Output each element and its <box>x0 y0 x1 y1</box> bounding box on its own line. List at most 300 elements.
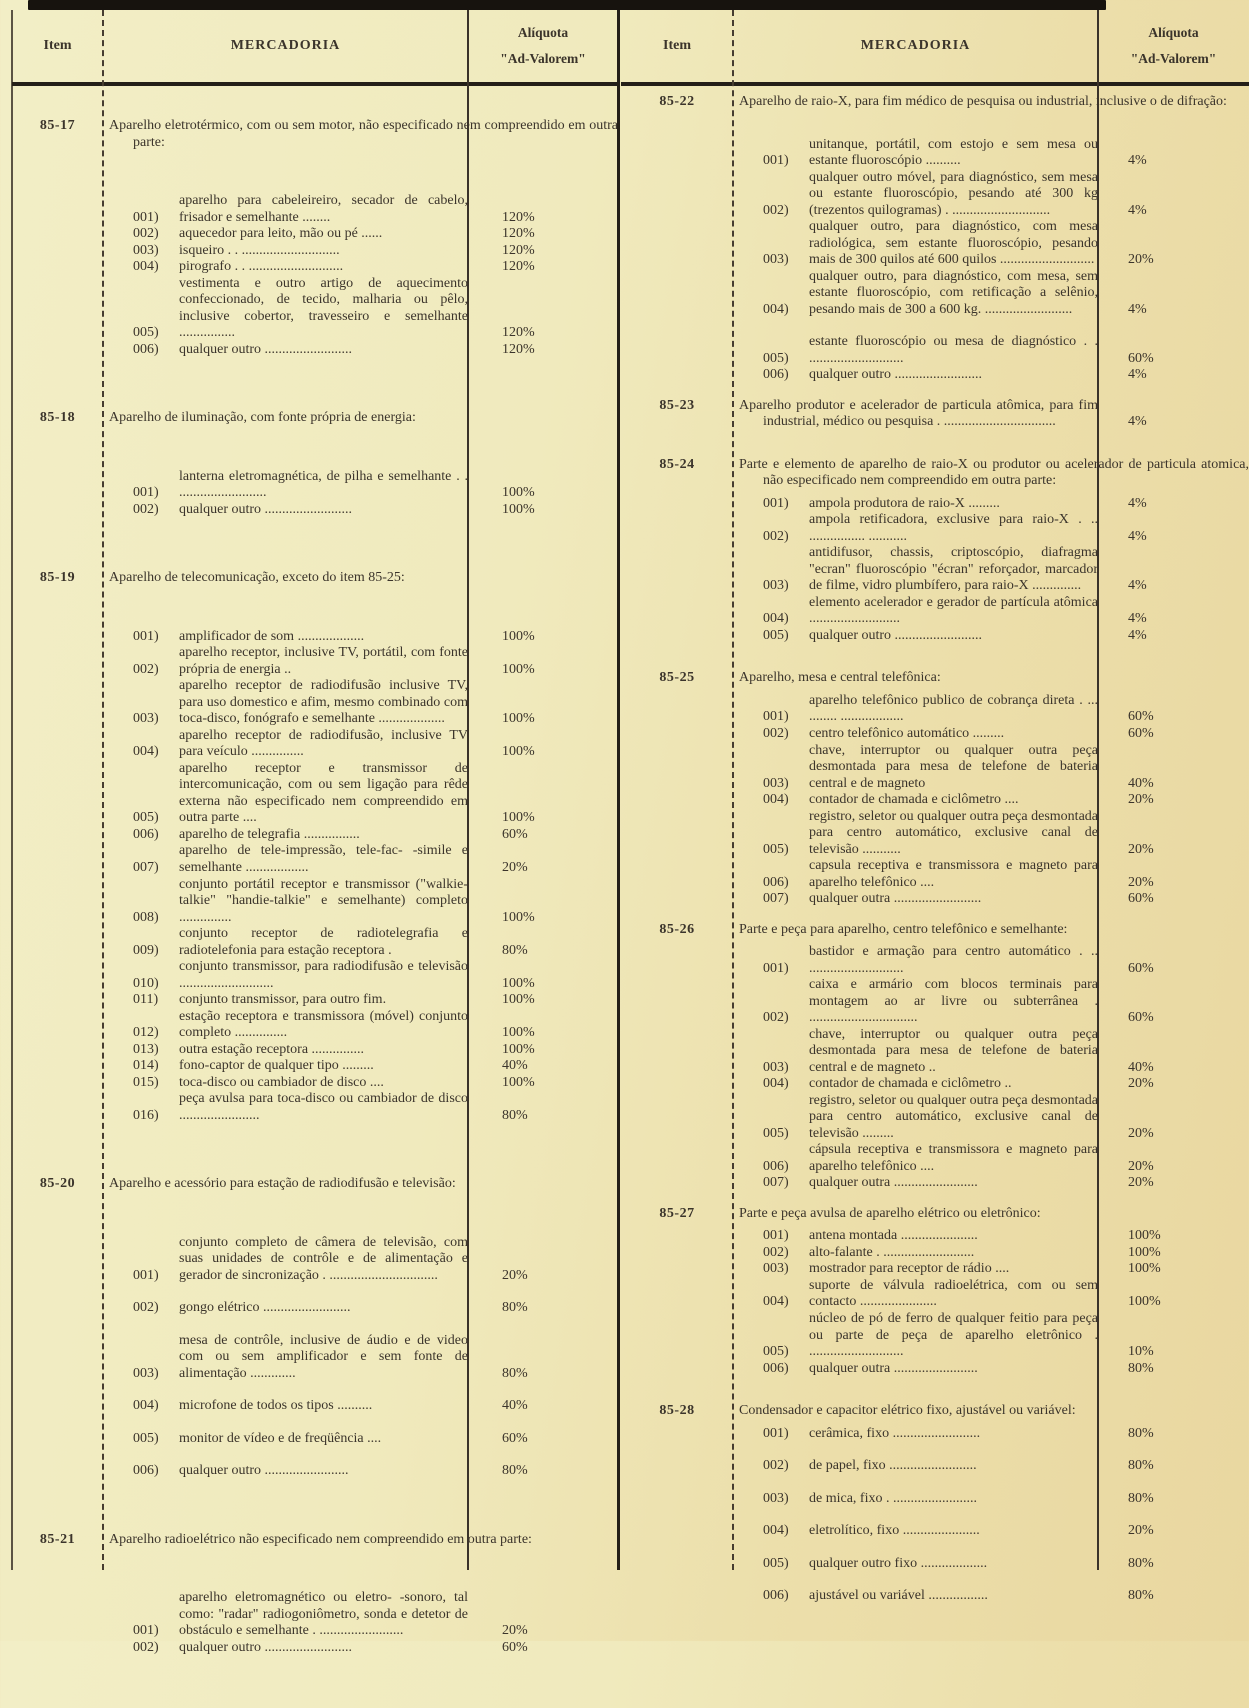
subitem-rate: 60% <box>502 826 528 842</box>
subitem-number: 004) <box>763 1294 789 1310</box>
subitem-row <box>733 367 1249 384</box>
subitem-rate: 20% <box>502 1623 528 1639</box>
subitem-row <box>103 469 618 502</box>
subitem-row <box>103 1009 618 1042</box>
subitem-text: aparelho de telegrafia ................ <box>179 826 360 842</box>
subitem-number: 002) <box>133 1639 159 1655</box>
entry-heading: Aparelho de telecomunicação, exceto do item 85-25: <box>109 570 405 586</box>
subitem-row <box>103 1235 618 1285</box>
subitem-rate: 120% <box>502 226 535 242</box>
subitem-text: elemento acelerador e gerador de partícula atômica .......................... <box>809 594 1098 627</box>
subitem-rate: 40% <box>1128 1059 1154 1075</box>
subitem-number: 006) <box>763 367 789 383</box>
subitem-row <box>103 761 618 827</box>
subitem-row <box>103 1075 618 1092</box>
entry-heading-row <box>733 398 1249 431</box>
subitem-rate: 60% <box>1128 891 1154 907</box>
entry-heading-row <box>733 1403 1249 1420</box>
entry-heading-row <box>103 1176 618 1193</box>
subitem-rate: 20% <box>1128 1158 1154 1174</box>
subitem-rate: 100% <box>502 628 535 644</box>
subitem-number: 005) <box>763 841 789 857</box>
subitem-row <box>733 1491 1249 1508</box>
aliquota-line2: "Ad-Valorem" <box>500 51 586 66</box>
subitem-rate: 100% <box>502 501 535 517</box>
header-aliquota-label <box>468 20 618 71</box>
subitem-row <box>103 276 618 342</box>
subitem-text: aparelho telefônico publico de cobrança direta . ... ........ .................. <box>809 692 1098 725</box>
subitem-text: toca-disco ou cambiador de disco .... <box>179 1074 384 1090</box>
subitem-text: eletrolítico, fixo ...................... <box>809 1523 980 1539</box>
subitem-row <box>733 977 1249 1027</box>
subitem-rate: 80% <box>502 1300 528 1316</box>
subitem-row <box>103 1042 618 1059</box>
subitem-number: 010) <box>133 975 159 991</box>
subitem-text: registro, seletor ou qualquer outra peça desmontada para centro automático, exclusive canal de televisão ......... <box>809 1092 1098 1141</box>
subitem-rate: 60% <box>502 1639 528 1655</box>
left-item-divider <box>102 10 104 1570</box>
subitem-text: qualquer outro ......................... <box>179 1639 353 1655</box>
entry-main <box>733 922 1249 1192</box>
entry-heading: Aparelho produtor e acelerador de particula atômica, para fim industrial, médico ou pesquisa . ................................ <box>739 397 1098 430</box>
header-item-label: Item <box>43 38 72 53</box>
subitem-text: aparelho de tele-impressão, tele-fac- -simile e semelhante .................. <box>179 843 468 875</box>
subitem-number: 008) <box>133 909 159 925</box>
entry-85-27 <box>621 1206 1249 1377</box>
entry-heading-row <box>103 1532 618 1549</box>
subitem-row <box>103 1091 618 1124</box>
subitem-row <box>733 1556 1249 1573</box>
subitem-text: contador de chamada e ciclômetro .... <box>809 792 1019 808</box>
subitem-number: 002) <box>133 501 159 517</box>
entry-main <box>733 398 1249 431</box>
subitem-number: 002) <box>763 1244 789 1260</box>
subitem-number: 002) <box>763 1458 789 1474</box>
subitem-rate: 60% <box>1128 709 1154 725</box>
subitem-rate: 4% <box>1128 202 1147 218</box>
subitem-row <box>733 170 1249 220</box>
entry-heading: Aparelho de iluminação, com fonte própria de energia: <box>109 410 416 426</box>
subitem-rate: 20% <box>1128 792 1154 808</box>
entry-heading-row <box>733 94 1249 111</box>
subitem-number: 003) <box>763 1059 789 1075</box>
entry-85-26 <box>621 922 1249 1192</box>
subitem-rate: 80% <box>502 1365 528 1381</box>
subitem-text: microfone de todos os tipos .......... <box>179 1398 373 1414</box>
subitem-text: fono-captor de qualquer tipo ......... <box>179 1058 374 1074</box>
subitem-row <box>733 1076 1249 1093</box>
subitem-text: qualquer outra ........................ <box>809 1175 978 1191</box>
subitem-row <box>733 1228 1249 1245</box>
subitem-number: 005) <box>763 1344 789 1360</box>
subitem-row <box>103 502 618 519</box>
subitem-row <box>733 891 1249 908</box>
entry-main <box>103 1176 618 1480</box>
subitem-number: 001) <box>763 1228 789 1244</box>
subitem-number: 001) <box>133 628 159 644</box>
subitem-rate: 20% <box>1128 1076 1154 1092</box>
subitem-number: 001) <box>133 485 159 501</box>
subitem-rate: 100% <box>502 1074 535 1090</box>
subitem-rate: 60% <box>502 1430 528 1446</box>
entry-heading-row <box>733 670 1249 687</box>
subitem-text: registro, seletor ou qualquer outra peça desmontada para centro automático, exclusive canal de televisão ........... <box>809 808 1098 857</box>
aliquota-line1: Alíquota <box>1148 25 1199 41</box>
subitem-number: 014) <box>133 1058 159 1074</box>
subitem-rate: 20% <box>1128 874 1154 890</box>
subitem-text: suporte de válvula radioelétrica, com ou sem contacto ...................... <box>809 1277 1098 1310</box>
entry-main <box>103 1532 618 1657</box>
subitem-rate: 80% <box>1128 1360 1154 1376</box>
subitem-number: 013) <box>133 1041 159 1057</box>
aliquota-line2: "Ad-Valorem" <box>1130 51 1217 66</box>
subitem-rate: 100% <box>502 975 535 991</box>
entry-85-23 <box>621 398 1249 431</box>
subitem-number: 007) <box>763 1175 789 1191</box>
subitem-text: vestimenta e outro artigo de aquecimento confeccionado, de tecido, malharia ou pêlo, inclusive cobertor, travesseiro e semelhante ................ <box>179 275 468 341</box>
right-item-divider <box>732 10 734 1570</box>
subitem-number: 005) <box>133 325 159 341</box>
subitem-row <box>733 1175 1249 1192</box>
subitem-text: aparelho receptor, inclusive TV, portátil, com fonte própria de energia .. <box>179 645 468 677</box>
subitem-rate: 100% <box>502 909 535 925</box>
subitem-text: qualquer outra ........................ <box>809 1360 978 1376</box>
subitem-text: ampola retificadora, exclusive para raio-X . .. ................ ........... <box>809 512 1098 544</box>
entry-heading: Aparelho de raio-X, para fim médico de pesquisa ou industrial, inclusive o de difração: <box>739 94 1227 109</box>
subitem-text: aparelho receptor e transmissor de intercomunicação, com ou sem ligação para rêde externa não especificado nem compreendido em outra parte .... <box>179 760 468 826</box>
subitem-rate: 100% <box>502 992 535 1008</box>
subitem-number: 003) <box>763 775 789 791</box>
subitem-text: outra estação receptora ............... <box>179 1041 365 1057</box>
subitem-rate: 60% <box>1128 725 1154 741</box>
subitem-text: estação receptora e transmissora (móvel) conjunto completo ............... <box>179 1008 468 1041</box>
subitem-row <box>103 843 618 876</box>
subitem-row <box>733 595 1249 628</box>
subitem-text: peça avulsa para toca-disco ou cambiador de disco ....................... <box>179 1091 468 1123</box>
subitem-rate: 60% <box>1128 1010 1154 1026</box>
item-code: 85-24 <box>659 456 695 472</box>
subitem-row <box>103 1058 618 1075</box>
entry-85-22 <box>621 94 1249 384</box>
entry-heading: Aparelho radioelétrico não especificado nem compreendido em outra parte: <box>109 1531 532 1547</box>
entry-heading: Aparelho e acessório para estação de radiodifusão e televisão: <box>109 1176 456 1192</box>
entry-heading: Aparelho, mesa e central telefônica: <box>739 670 941 686</box>
table-body <box>621 86 1249 1605</box>
subitem-row <box>733 1261 1249 1278</box>
subitem-rate: 100% <box>1128 1261 1161 1277</box>
entry-heading: Condensador e capacitor elétrico fixo, ajustável ou variável: <box>739 1403 1076 1419</box>
subitem-rate: 20% <box>502 859 528 875</box>
entry-main <box>733 457 1249 645</box>
subitem-number: 005) <box>763 1125 789 1141</box>
subitem-row <box>103 992 618 1009</box>
subitem-number: 002) <box>133 1300 159 1316</box>
item-code: 85-20 <box>39 1176 76 1192</box>
entry-heading: Aparelho eletrotérmico, com ou sem motor, não especificado nem compreendido em outra parte: <box>109 118 618 150</box>
subitem-list <box>733 693 1249 908</box>
subitem-number: 001) <box>133 1267 159 1283</box>
subitem-text: antena montada ...................... <box>809 1228 978 1244</box>
entry-85-25 <box>621 670 1249 907</box>
subitem-number: 003) <box>763 578 789 594</box>
subitem-rate: 100% <box>1128 1244 1161 1260</box>
subitem-number: 011) <box>133 992 159 1008</box>
subitem-number: 006) <box>763 1158 789 1174</box>
subitem-row <box>733 1523 1249 1540</box>
subitem-text: de papel, fixo ......................... <box>809 1458 977 1474</box>
subitem-number: 003) <box>763 1490 789 1506</box>
subitem-text: ajustável ou variável ................. <box>809 1588 988 1604</box>
subitem-number: 004) <box>763 301 789 317</box>
subitem-number: 005) <box>763 627 789 643</box>
subitem-rate: 4% <box>1128 367 1147 383</box>
subitem-text: qualquer outro, para diagnóstico, com mesa, sem estante fluoroscópio, com retificação a selênio, pesando mais de 300 a 600 kg. ......................... <box>809 268 1098 317</box>
subitem-row <box>733 726 1249 743</box>
subitem-text: unitanque, portátil, com estojo e sem mesa ou estante fluoroscópio .......... <box>809 136 1098 169</box>
subitem-list <box>733 1228 1249 1377</box>
subitem-row <box>733 1426 1249 1443</box>
subitem-number: 004) <box>133 1398 159 1414</box>
item-code: 85-18 <box>39 410 76 426</box>
subitem-text: qualquer outro ......................... <box>179 501 353 517</box>
entry-heading: Parte e peça para aparelho, centro telefônico e semelhante: <box>739 921 1068 937</box>
subitem-number: 004) <box>763 792 789 808</box>
subitem-number: 005) <box>763 350 789 366</box>
subitem-text: qualquer outra ......................... <box>809 891 982 907</box>
subitem-number: 004) <box>763 1523 789 1539</box>
subitem-rate: 100% <box>502 810 535 826</box>
subitem-text: qualquer outro móvel, para diagnóstico, sem mesa ou estante fluoroscópio, pesando até 300 kg (trezentos quilogramas) . ............................ <box>809 169 1098 218</box>
entry-main <box>733 1403 1249 1605</box>
subitem-number: 016) <box>133 1107 159 1123</box>
subitem-number: 015) <box>133 1074 159 1090</box>
subitem-text: qualquer outro, para diagnóstico, com mesa radiológica, sem estante fluoroscópio, pesando mais de 300 quilos até 600 quilos ........................... <box>809 219 1098 268</box>
subitem-number: 001) <box>133 209 159 225</box>
subitem-number: 003) <box>763 1261 789 1277</box>
subitem-text: gongo elétrico ......................... <box>179 1300 351 1316</box>
heading-rate: 4% <box>1128 414 1147 430</box>
subitem-row <box>103 1640 618 1657</box>
subitem-rate: 4% <box>1128 495 1147 511</box>
subitem-row <box>733 219 1249 269</box>
subitem-text: núcleo de pó de ferro de qualquer feitio para peça ou parte de peça de aparelho eletrônico . ........................... <box>809 1311 1098 1360</box>
subitem-list <box>103 193 618 358</box>
item-code: 85-19 <box>39 570 76 586</box>
subitem-text: mesa de contrôle, inclusive de áudio e de video com ou sem amplificador e sem fonte de alimentação ............. <box>179 1332 468 1381</box>
subitem-number: 004) <box>763 1076 789 1092</box>
aliquota-line1: Alíquota <box>517 25 569 41</box>
subitem-text: aquecedor para leito, mão ou pé ...... <box>179 226 383 242</box>
subitem-number: 006) <box>133 1463 159 1479</box>
entry-heading-row <box>733 922 1249 939</box>
subitem-row <box>733 944 1249 977</box>
subitem-rate: 80% <box>1128 1425 1154 1441</box>
subitem-text: antidifusor, chassis, criptoscópio, diafragma "ecran" fluoroscópio "écran" reforçador, marcador de filme, vidro plumbífero, para raio-X .............. <box>809 545 1098 594</box>
subitem-number: 004) <box>763 611 789 627</box>
subitem-text: conjunto transmissor, para outro fim. <box>179 992 387 1008</box>
subitem-row <box>103 645 618 678</box>
subitem-row <box>103 1333 618 1383</box>
subitem-number: 001) <box>763 495 789 511</box>
subitem-row <box>103 1398 618 1415</box>
subitem-list <box>733 944 1249 1192</box>
subitem-row <box>733 628 1249 645</box>
subitem-text: isqueiro . . ............................ <box>179 242 340 258</box>
subitem-row <box>733 809 1249 859</box>
subitem-row <box>103 629 618 646</box>
subitem-number: 005) <box>763 1555 789 1571</box>
subitem-row <box>103 1300 618 1317</box>
entry-heading-row <box>733 1206 1249 1223</box>
subitem-text: estante fluoroscópio ou mesa de diagnóstico . . ........................... <box>809 334 1098 366</box>
subitem-rate: 120% <box>502 341 535 357</box>
subitem-row <box>103 243 618 260</box>
subitem-rate: 80% <box>502 942 528 958</box>
subitem-number: 003) <box>763 252 789 268</box>
subitem-text: aparelho receptor de radiodifusão inclusive TV, para uso domestico e afim, mesmo combinado com toca-disco, fonógrafo e semelhante ................... <box>179 678 468 727</box>
subitem-text: lanterna eletromagnética, de pilha e semelhante . . ......................... <box>179 468 468 501</box>
subitem-text: conjunto receptor de radiotelegrafia e radiotelefonia para estação receptora . <box>179 926 468 958</box>
subitem-rate: 4% <box>1128 627 1147 643</box>
subitem-rate: 4% <box>1128 153 1147 169</box>
subitem-number: 006) <box>133 341 159 357</box>
subitem-row <box>733 1458 1249 1475</box>
subitem-number: 004) <box>133 259 159 275</box>
subitem-row <box>103 1590 618 1640</box>
subitem-text: aparelho receptor de radiodifusão, inclusive TV para veículo ............... <box>179 727 468 760</box>
subitem-rate: 100% <box>502 485 535 501</box>
header-mercadoria-label: MERCADORIA <box>860 38 971 53</box>
subitem-rate: 60% <box>1128 960 1154 976</box>
subitem-number: 006) <box>763 1588 789 1604</box>
subitem-rate: 80% <box>502 1107 528 1123</box>
subitem-text: qualquer outro fixo ................... <box>809 1555 988 1571</box>
subitem-row <box>103 926 618 959</box>
subitem-text: monitor de vídeo e de freqüência .... <box>179 1430 382 1446</box>
entry-heading: Parte e elemento de aparelho de raio-X ou produtor ou acelerador de particula atomica, não especificado nem compreendido em outra parte: <box>739 456 1249 489</box>
subitem-text: ampola produtora de raio-X ......... <box>809 495 1000 511</box>
subitem-rate: 100% <box>1128 1228 1161 1244</box>
subitem-row <box>733 512 1249 545</box>
subitem-row <box>103 827 618 844</box>
subitem-number: 001) <box>763 960 789 976</box>
subitem-text: de mica, fixo . ........................ <box>809 1490 977 1506</box>
header-item-label: Item <box>663 38 691 53</box>
subitem-text: bastidor e armação para centro automático . .. ........................... <box>809 944 1098 976</box>
subitem-number: 001) <box>133 1623 159 1639</box>
subitem-text: qualquer outro ......................... <box>179 341 353 357</box>
subitem-number: 007) <box>133 859 159 875</box>
subitem-number: 005) <box>133 810 159 826</box>
subitem-text: qualquer outro ........................ <box>179 1463 349 1479</box>
subitem-row <box>103 678 618 728</box>
subitem-text: qualquer outro ......................... <box>809 367 983 383</box>
subitem-rate: 4% <box>1128 528 1147 544</box>
item-code: 85-17 <box>39 118 76 133</box>
subitem-number: 004) <box>133 744 159 760</box>
subitem-row <box>103 1431 618 1448</box>
scan-top-bar <box>28 0 1106 10</box>
subitem-text: cerâmica, fixo ......................... <box>809 1425 981 1441</box>
subitem-row <box>103 226 618 243</box>
entry-heading-row <box>103 410 618 427</box>
subitem-number: 002) <box>133 226 159 242</box>
item-code: 85-23 <box>659 397 695 413</box>
subitem-row <box>733 1278 1249 1311</box>
subitem-rate: 20% <box>1128 1175 1154 1191</box>
subitem-rate: 60% <box>1128 350 1154 366</box>
subitem-rate: 80% <box>1128 1588 1154 1604</box>
entry-main <box>733 94 1249 384</box>
item-code: 85-22 <box>659 94 695 109</box>
subitem-row <box>103 259 618 276</box>
subitem-row <box>733 545 1249 595</box>
header-aliquota-label <box>1098 20 1249 71</box>
subitem-rate: 40% <box>1128 775 1154 791</box>
subitem-rate: 80% <box>502 1463 528 1479</box>
subitem-row <box>733 1311 1249 1361</box>
item-code: 85-27 <box>659 1205 695 1221</box>
subitem-row <box>733 334 1249 367</box>
item-code: 85-28 <box>659 1403 695 1419</box>
subitem-text: caixa e armário com blocos terminais para montagem ao ar livre ou subterrânea . ............................... <box>809 977 1098 1026</box>
subitem-number: 001) <box>763 153 789 169</box>
subitem-rate: 40% <box>502 1398 528 1414</box>
entry-heading-row <box>103 118 618 151</box>
subitem-rate: 100% <box>502 711 535 727</box>
subitem-text: capsula receptiva e transmissora e magneto para aparelho telefônico .... <box>809 858 1098 890</box>
subitem-number: 012) <box>133 1025 159 1041</box>
subitem-number: 006) <box>763 1360 789 1376</box>
subitem-number: 006) <box>763 874 789 890</box>
subitem-list <box>103 469 618 519</box>
item-code: 85-25 <box>659 670 695 686</box>
subitem-rate: 120% <box>502 259 535 275</box>
subitem-rate: 20% <box>1128 252 1154 268</box>
subitem-text: mostrador para receptor de rádio .... <box>809 1261 1010 1277</box>
subitem-row <box>733 1588 1249 1605</box>
right-rate-divider <box>1097 10 1099 1570</box>
subitem-text: centro telefônico automático ......... <box>809 725 1005 741</box>
subitem-rate: 100% <box>502 1025 535 1041</box>
entry-main <box>733 1206 1249 1377</box>
subitem-row <box>733 1245 1249 1262</box>
subitem-row <box>733 858 1249 891</box>
right-page-column <box>621 10 1249 1619</box>
subitem-number: 006) <box>133 826 159 842</box>
subitem-list <box>733 137 1249 384</box>
entry-heading-row <box>103 570 618 587</box>
subitem-number: 003) <box>133 711 159 727</box>
table-header <box>621 10 1249 86</box>
subitem-row <box>733 693 1249 726</box>
subitem-row <box>103 342 618 359</box>
subitem-row <box>103 193 618 226</box>
header-mercadoria-label: MERCADORIA <box>230 38 341 53</box>
subitem-rate: 80% <box>1128 1458 1154 1474</box>
subitem-rate: 100% <box>502 744 535 760</box>
subitem-rate: 4% <box>1128 611 1147 627</box>
subitem-list <box>103 1235 618 1480</box>
subitem-row <box>733 269 1249 319</box>
subitem-row <box>733 792 1249 809</box>
entry-85-24 <box>621 457 1249 645</box>
subitem-row <box>103 1463 618 1480</box>
subitem-text: contador de chamada e ciclômetro .. <box>809 1076 1012 1092</box>
subitem-number: 001) <box>763 1425 789 1441</box>
subitem-text: pirografo . . ........................... <box>179 259 344 275</box>
subitem-rate: 100% <box>1128 1294 1161 1310</box>
